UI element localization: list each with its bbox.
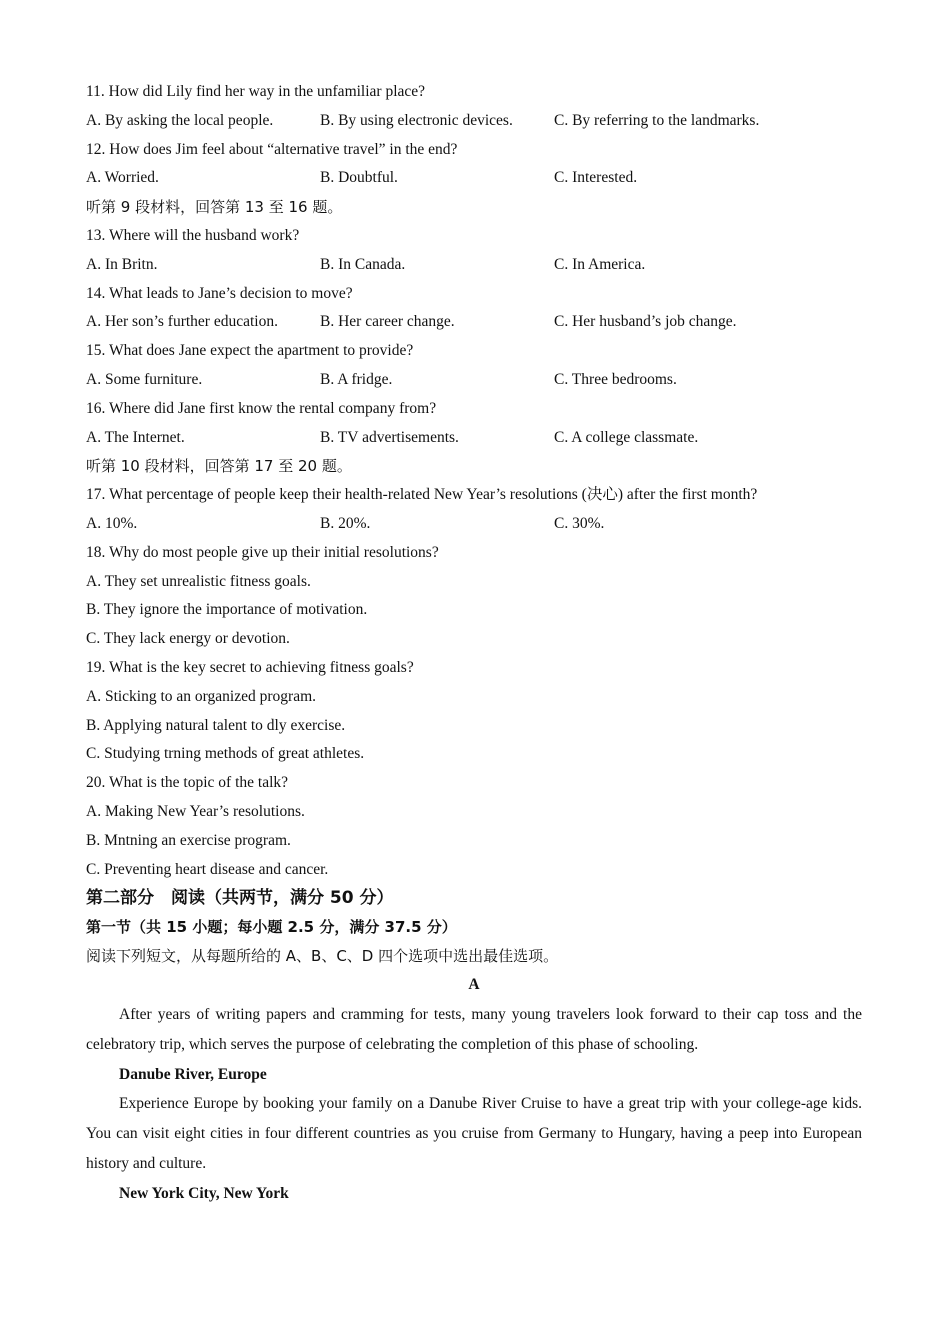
destination-1-text: Experience Europe by booking your family on a Danube River Cruise to have a great trip with your college-age kids. You can visit eight cities in four different countries as you cruise from Germany to Hungary, having a peep into European history and culture. — [86, 1094, 862, 1172]
question-12: 12. How does Jim feel about “alternative travel” in the end? — [86, 140, 458, 158]
option-18-a: A. They set unrealistic fitness goals. — [86, 572, 311, 590]
options-12 — [86, 164, 862, 193]
question-15: 15. What does Jane expect the apartment to provide? — [86, 342, 414, 360]
section-10-instruction: 听第 10 段材料，回答第 17 至 20 题。 — [86, 457, 352, 476]
option-16-c: C. A college classmate. — [554, 428, 699, 446]
option-19-a: A. Sticking to an organized program. — [86, 687, 317, 705]
destination-1-title: Danube River, Europe — [119, 1065, 267, 1083]
options-14 — [86, 308, 862, 337]
options-13 — [86, 251, 862, 280]
option-17-c: C. 30%. — [554, 514, 605, 532]
options-15 — [86, 366, 862, 395]
option-13-a: A. In Britn. — [86, 255, 158, 273]
option-19-b: B. Applying natural talent to dly exercise. — [86, 716, 346, 734]
option-17-b: B. 20%. — [320, 514, 371, 532]
option-12-b: B. Doubtful. — [320, 169, 398, 187]
question-13: 13. Where will the husband work? — [86, 226, 300, 244]
option-11-c: C. By referring to the landmarks. — [554, 111, 760, 129]
question-14: 14. What leads to Jane’s decision to move? — [86, 284, 353, 302]
part-2-subtitle: 第一节（共 15 小题；每小题 2.5 分，满分 37.5 分） — [86, 918, 457, 937]
destination-2-title: New York City, New York — [119, 1184, 289, 1202]
question-20: 20. What is the topic of the talk? — [86, 774, 289, 792]
option-12-c: C. Interested. — [554, 169, 638, 187]
question-11: 11. How did Lily find her way in the unfamiliar place? — [86, 83, 426, 100]
option-13-c: C. In America. — [554, 255, 646, 273]
option-15-a: A. Some furniture. — [86, 370, 203, 388]
option-13-b: B. In Canada. — [320, 255, 406, 273]
part-2-instruction: 阅读下列短文，从每题所给的 A、B、C、D 四个选项中选出最佳选项。 — [86, 946, 559, 965]
question-17: 17. What percentage of people keep their health-related New Year’s resolutions (决心) after the first month? — [86, 486, 758, 504]
option-20-a: A. Making New Year’s resolutions. — [86, 802, 305, 820]
option-11-b: B. By using electronic devices. — [320, 111, 513, 129]
option-16-b: B. TV advertisements. — [320, 428, 459, 446]
option-18-b: B. They ignore the importance of motivation. — [86, 601, 368, 619]
option-14-b: B. Her career change. — [320, 313, 455, 331]
option-17-a: A. 10%. — [86, 514, 138, 532]
section-9-instruction: 听第 9 段材料，回答第 13 至 16 题。 — [86, 198, 343, 217]
option-20-b: B. Mntning an exercise program. — [86, 831, 291, 849]
option-20-c: C. Preventing heart disease and cancer. — [86, 860, 329, 878]
option-19-c: C. Studying trning methods of great athletes. — [86, 745, 365, 763]
options-11 — [86, 107, 862, 136]
passage-label: A — [468, 975, 480, 993]
option-14-a: A. Her son’s further education. — [86, 313, 278, 331]
question-16: 16. Where did Jane first know the rental company from? — [86, 399, 437, 417]
exam-page — [86, 78, 862, 1208]
options-17 — [86, 510, 862, 539]
option-12-a: A. Worried. — [86, 169, 159, 187]
passage-intro: After years of writing papers and cramming for tests, many young travelers look forward to their cap toss and the celebratory trip, which serves the purpose of celebrating the completion of this phase of schooling. — [86, 1005, 862, 1053]
part-2-title: 第二部分 阅读（共两节，满分 50 分） — [86, 888, 394, 909]
options-16 — [86, 424, 862, 453]
option-15-b: B. A fridge. — [320, 370, 393, 388]
question-18: 18. Why do most people give up their initial resolutions? — [86, 543, 439, 561]
question-19: 19. What is the key secret to achieving fitness goals? — [86, 658, 414, 676]
option-11-a: A. By asking the local people. — [86, 111, 274, 129]
option-16-a: A. The Internet. — [86, 428, 185, 446]
option-15-c: C. Three bedrooms. — [554, 370, 677, 388]
option-14-c: C. Her husband’s job change. — [554, 313, 737, 331]
option-18-c: C. They lack energy or devotion. — [86, 630, 290, 648]
